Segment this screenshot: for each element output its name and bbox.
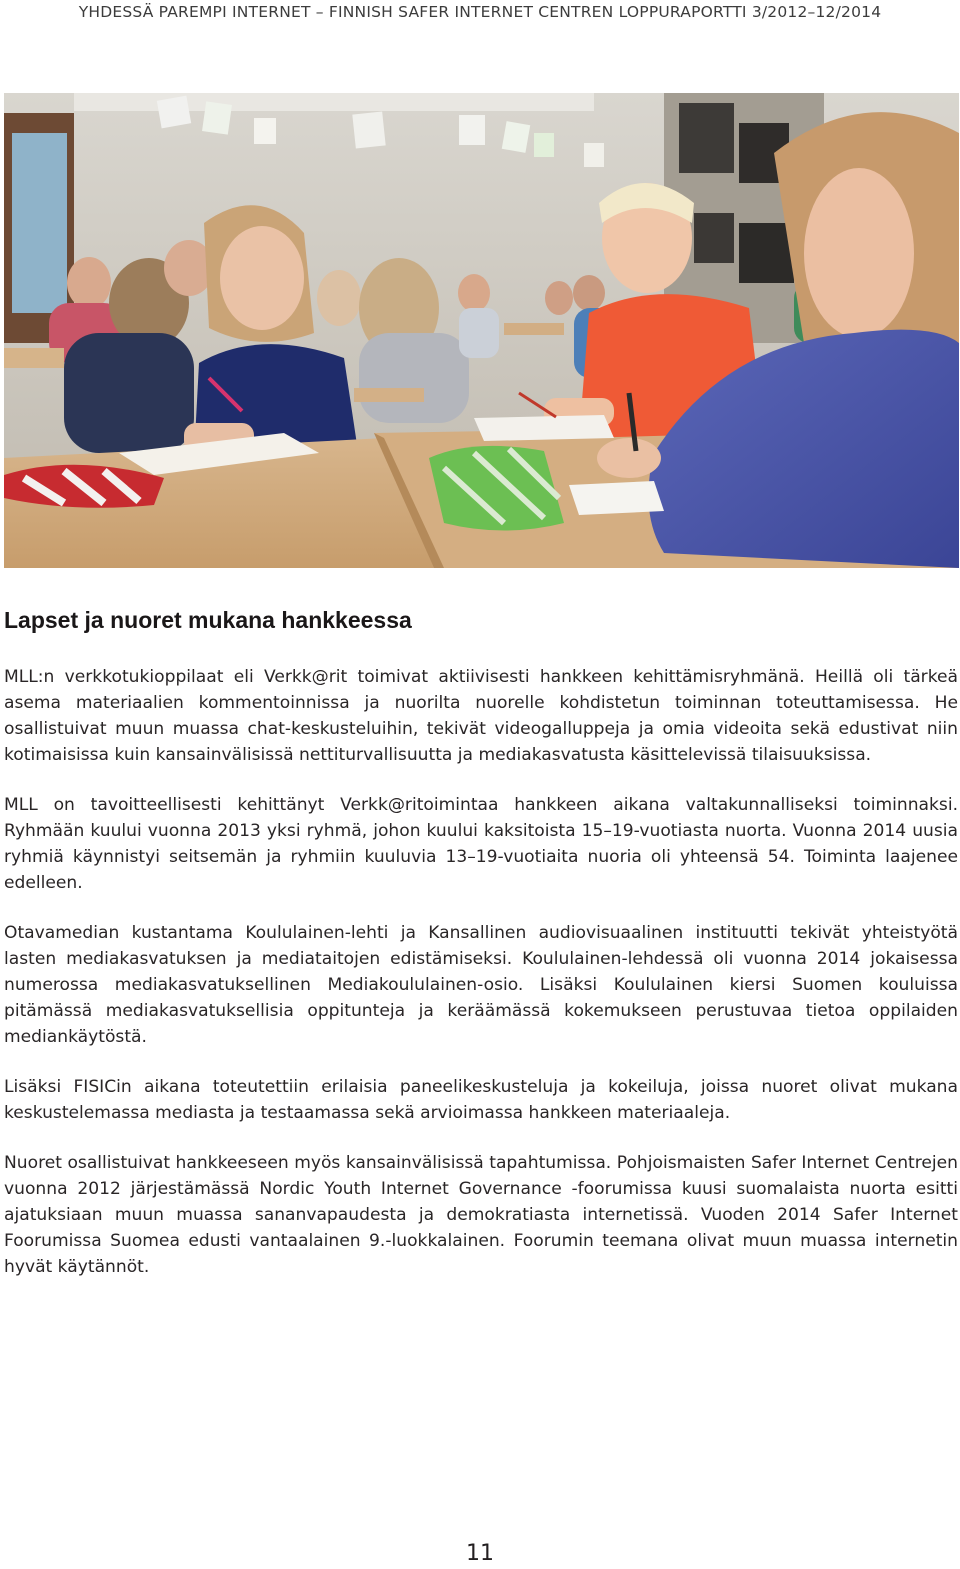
body-paragraph: MLL on tavoitteellisesti kehittänyt Verkk@ritoimintaa hankkeen aikana valtakunnalliseksi toiminnaksi. Ryhmään kuului vuonna 2013 yksi ryhmä, johon kuului kaksitoista 15–19-vuotiasta nuorta. Vuonna 2014 uusia ryhmiä käynnistyi seitsemän ja ryhmiin kuuluvia 13–19-vuotiaita nuoria oli yhteensä 54. Toiminta laajenee edelleen. — [4, 795, 958, 893]
classroom-photo — [4, 93, 959, 568]
body-paragraph: MLL:n verkkotukioppilaat eli Verkk@rit toimivat aktiivisesti hankkeen kehittämisryhmänä. Heillä oli tärkeä asema materiaalien kommentoinnissa ja nuorilta nuorelle kohdistetun toiminnan toteuttamisessa. He osallistuivat muun muassa chat-keskusteluihin, tekivät videogalluppeja ja omia videoita sekä edustivat niin kotimaisissa kuin kansainvälisissä nettiturvallisuutta ja mediakasvatusta käsittelevissä tilaisuuksissa. — [4, 667, 958, 765]
body-paragraph: Otavamedian kustantama Koululainen-lehti ja Kansallinen audiovisuaalinen instituutti tekivät yhteistyötä lasten mediakasvatuksen ja mediataitojen edistämiseksi. Koululainen-lehdessä oli vuonna 2014 jokaisessa numerossa mediakasvatuksellinen Mediakoululainen-osio. Lisäksi Koululainen kiersi Suomen kouluissa pitämässä mediakasvatuksellisia oppitunteja ja keräämässä kokemukseen perustuvaa tietoa oppilaiden mediankäytöstä. — [4, 923, 958, 1047]
body-paragraph: Nuoret osallistuivat hankkeeseen myös kansainvälisissä tapahtumissa. Pohjoismaisten Safer Internet Centrejen vuonna 2012 järjestämässä Nordic Youth Internet Governance -foorumissa kuusi suomalaista nuorta esitti ajatuksiaan muun muassa sananvapaudesta ja demokratiasta internetissä. Vuoden 2014 Safer Internet Foorumissa Suomea edusti vantaalainen 9.-luokkalainen. Foorumin teemana olivat muun muassa internetin hyvät käytännöt. — [4, 1153, 958, 1277]
main-content — [4, 604, 958, 1304]
running-header: YHDESSÄ PAREMPI INTERNET – FINNISH SAFER INTERNET CENTREN LOPPURAPORTTI 3/2012–12/2014 — [78, 3, 882, 21]
section-title: Lapset ja nuoret mukana hankkeessa — [4, 607, 412, 633]
body-paragraph: Lisäksi FISICin aikana toteutettiin erilaisia paneelikeskusteluja ja kokeiluja, joissa nuoret olivat mukana keskustelemassa mediasta ja testaamassa sekä arvioimassa hankkeen materiaaleja. — [4, 1077, 958, 1123]
classroom-photo-illustration — [4, 93, 959, 568]
page-number: 11 — [466, 1541, 494, 1566]
